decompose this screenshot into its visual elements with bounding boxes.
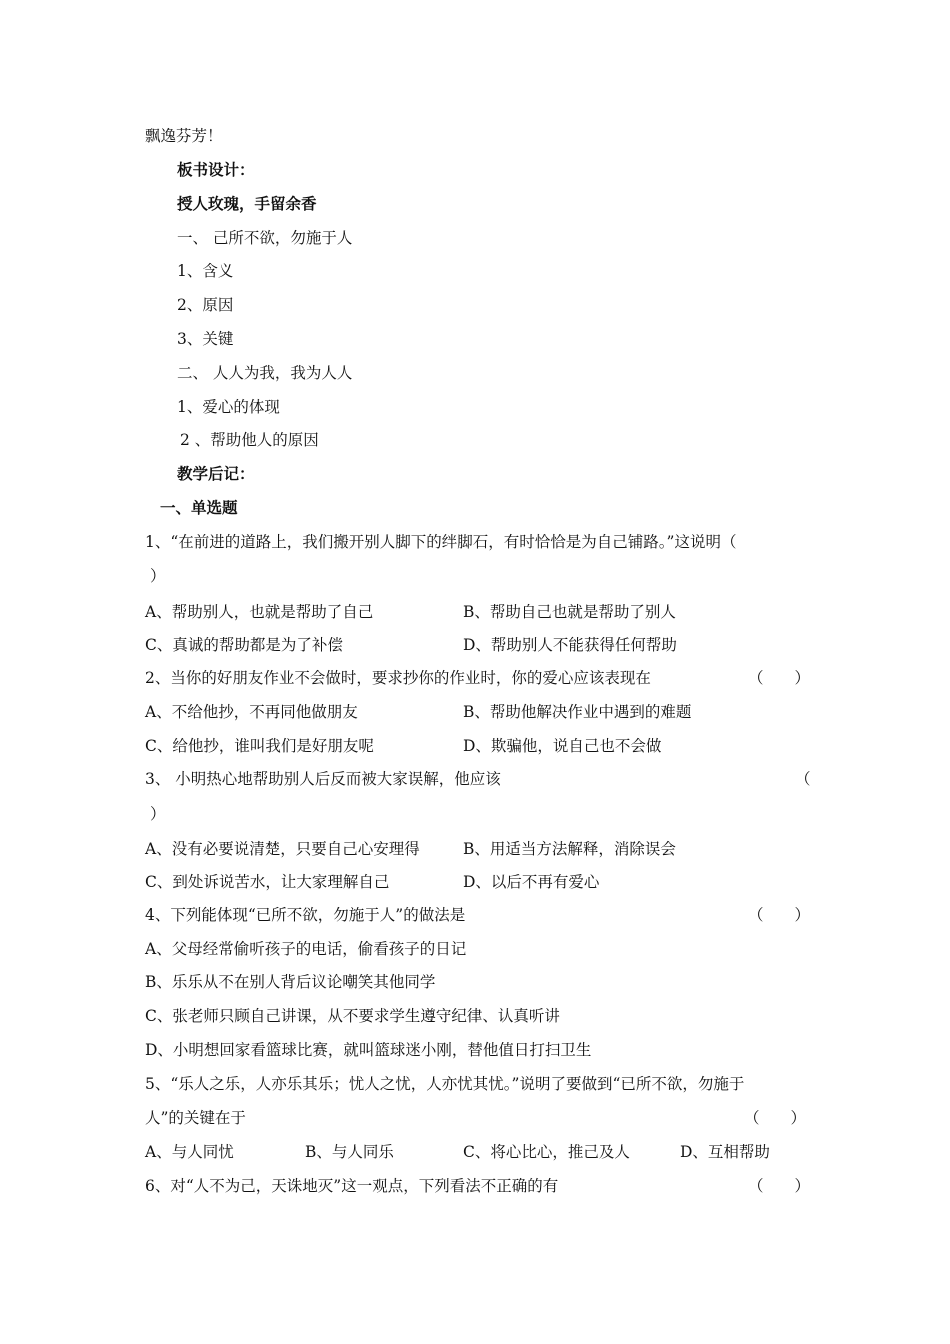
outline-item: 2 、帮助他人的原因 [180, 431, 319, 449]
question-stem: 3、 小明热心地帮助别人后反而被大家误解，他应该 [145, 770, 501, 788]
option-d: D、互相帮助 [680, 1143, 770, 1161]
option-d: D、欺骗他，说自己也不会做 [463, 737, 662, 755]
option-a: A、没有必要说清楚，只要自己心安理得 [145, 840, 420, 858]
question-stem: 2、当你的好朋友作业不会做时，要求抄你的作业时，你的爱心应该表现在 [145, 669, 651, 687]
outline-item: 1、含义 [177, 262, 234, 280]
option-d: D、小明想回家看篮球比赛，就叫篮球迷小刚，替他值日打扫卫生 [145, 1041, 592, 1059]
outline-item: 2、原因 [177, 296, 234, 314]
answer-parentheses: （ ） [744, 1109, 807, 1127]
question-stem: 4、下列能体现“已所不欲，勿施于人”的做法是 [145, 906, 466, 924]
option-a: A、帮助别人，也就是帮助了自己 [145, 603, 374, 621]
option-a: A、不给他抄，不再同他做朋友 [145, 703, 358, 721]
outline-item: 一、 己所不欲，勿施于人 [177, 229, 353, 247]
outline-item: 3、关键 [177, 330, 234, 348]
option-c: C、张老师只顾自己讲课，从不要求学生遵守纪律、认真听讲 [145, 1007, 560, 1025]
question-stem-continued: ） [150, 567, 166, 585]
section-heading-single-choice: 一、单选题 [160, 498, 238, 517]
option-b: B、乐乐从不在别人背后议论嘲笑其他同学 [145, 973, 436, 991]
option-d: D、帮助别人不能获得任何帮助 [463, 636, 677, 654]
option-b: B、与人同乐 [305, 1143, 394, 1161]
question-stem-continued: ） [150, 805, 166, 823]
option-d: D、以后不再有爱心 [463, 873, 600, 891]
question-stem: 1、“在前进的道路上，我们搬开别人脚下的绊脚石，有时恰恰是为自己铺路。”这说明（ [145, 533, 737, 551]
text-line: 飘逸芬芳！ [145, 127, 223, 145]
option-a: A、与人同忧 [145, 1143, 234, 1161]
option-c: C、给他抄，谁叫我们是好朋友呢 [145, 737, 374, 755]
heading-teaching-notes: 教学后记： [177, 464, 255, 483]
answer-parentheses: （ ） [748, 669, 811, 687]
outline-item: 1、爱心的体现 [177, 398, 280, 416]
option-a: A、父母经常偷听孩子的电话，偷看孩子的日记 [145, 940, 467, 958]
board-title: 授人玫瑰，手留余香 [177, 194, 317, 213]
heading-board-design: 板书设计： [177, 160, 255, 179]
question-stem: 6、对“人不为己，天诛地灭”这一观点，下列看法不正确的有 [145, 1177, 559, 1195]
option-b: B、帮助他解决作业中遇到的难题 [463, 703, 692, 721]
answer-parentheses: （ ） [748, 906, 811, 924]
question-stem: 5、“乐人之乐，人亦乐其乐；忧人之忧，人亦忧其忧。”说明了要做到“已所不欲，勿施于 [145, 1075, 745, 1093]
option-c: C、真诚的帮助都是为了补偿 [145, 636, 343, 654]
outline-item: 二、 人人为我，我为人人 [177, 364, 353, 382]
option-c: C、将心比心，推己及人 [463, 1143, 630, 1161]
option-b: B、用适当方法解释，消除误会 [463, 840, 676, 858]
option-c: C、到处诉说苦水，让大家理解自己 [145, 873, 390, 891]
option-b: B、帮助自己也就是帮助了别人 [463, 603, 676, 621]
answer-parentheses: （ ） [748, 1177, 811, 1195]
answer-parentheses: （ [795, 770, 811, 788]
question-stem-continued: 人”的关键在于 [145, 1109, 246, 1127]
